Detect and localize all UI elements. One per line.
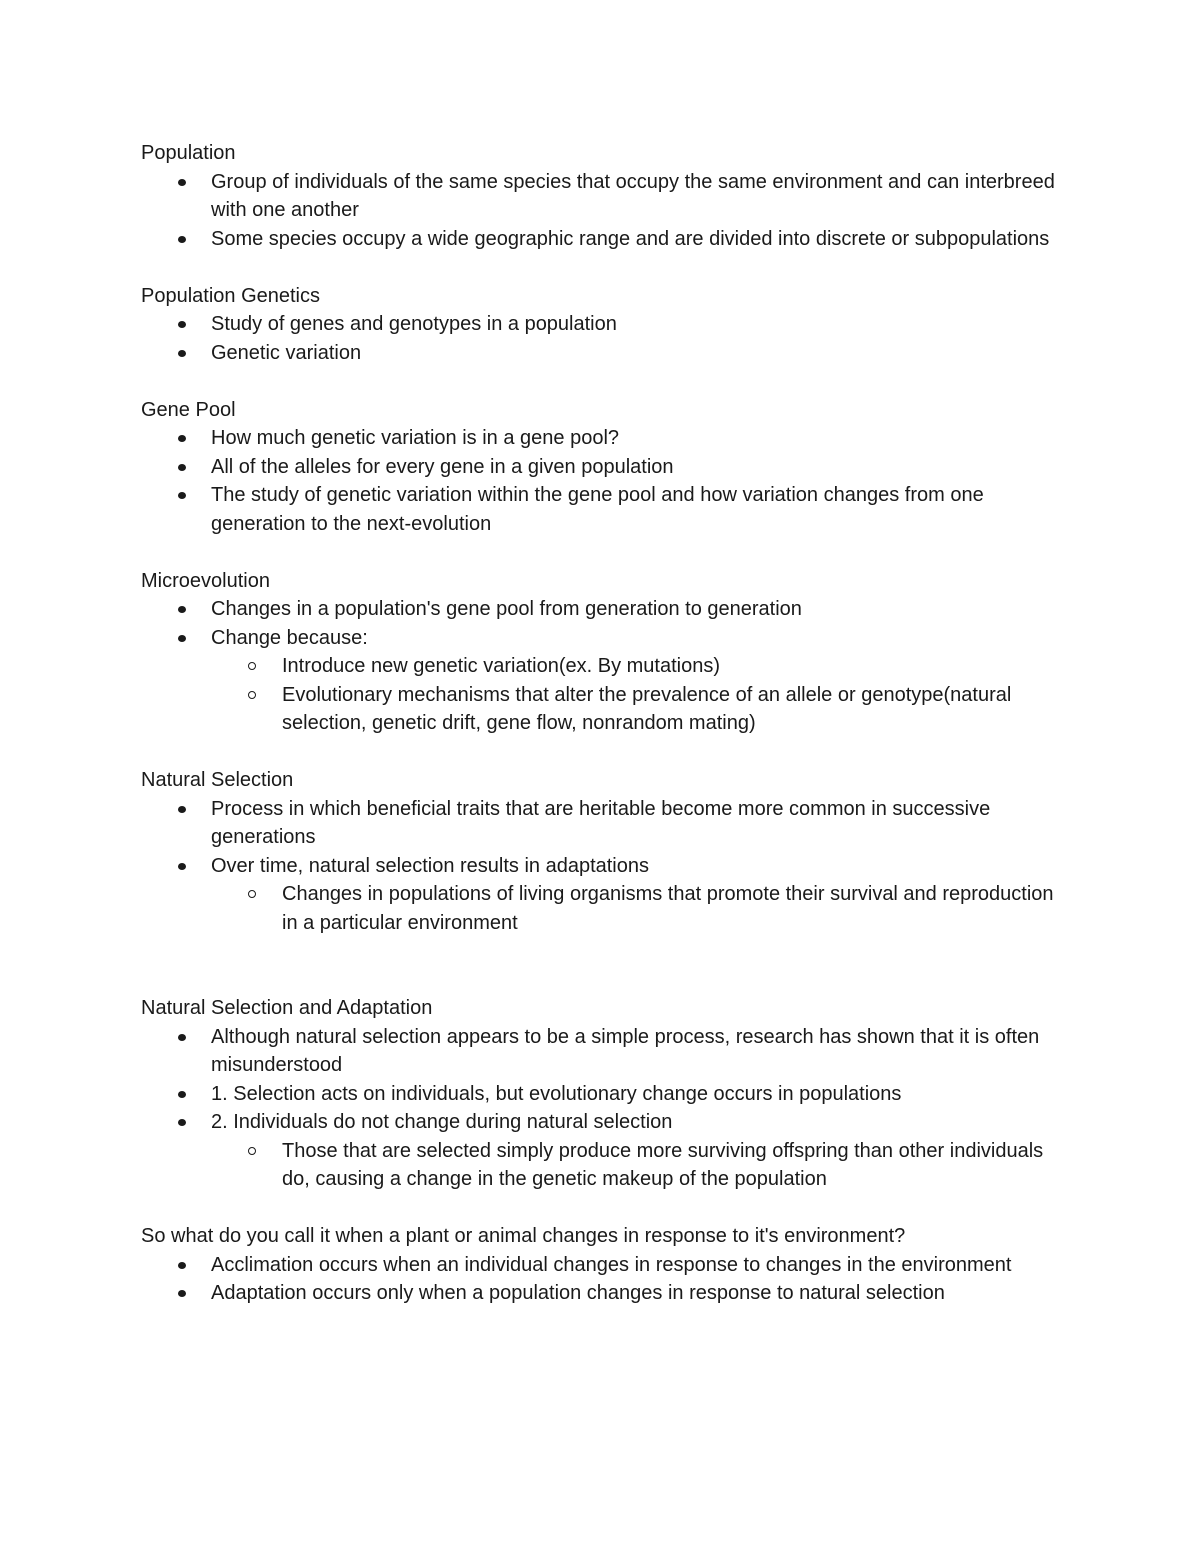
filled-bullet-icon (178, 806, 186, 813)
sub-list-item-text: Introduce new genetic variation(ex. By mutations) (282, 655, 720, 677)
section-heading: Natural Selection (141, 769, 294, 791)
list-item-text: Acclimation occurs when an individual changes in response to changes in the environment (211, 1253, 1012, 1276)
list-item (141, 795, 1061, 852)
list-item-text: 1. Selection acts on individuals, but evolutionary change occurs in populations (211, 1082, 902, 1105)
list-item (141, 1251, 1061, 1280)
section (141, 567, 1061, 738)
section (141, 766, 1061, 937)
filled-bullet-icon (178, 350, 186, 357)
list-item (141, 595, 1061, 624)
list-item (141, 1108, 1061, 1194)
sub-list-item (211, 880, 1061, 937)
sub-list-item-text: Those that are selected simply produce more surviving offspring than other individuals do, causing a change in the genetic makeup of the population (282, 1139, 1044, 1190)
filled-bullet-icon (178, 1034, 186, 1041)
filled-bullet-icon (178, 179, 186, 186)
list-item-text: All of the alleles for every gene in a given population (211, 455, 674, 478)
bullet-list (141, 1251, 1061, 1308)
hollow-bullet-icon (248, 890, 256, 898)
filled-bullet-icon (178, 863, 186, 870)
hollow-bullet-icon (248, 662, 256, 670)
section-heading: Natural Selection and Adaptation (141, 997, 433, 1019)
list-item-text: Process in which beneficial traits that are heritable become more common in successive generations (211, 797, 991, 848)
section (141, 282, 1061, 368)
list-item (141, 310, 1061, 339)
list-item (141, 481, 1061, 538)
filled-bullet-icon (178, 464, 186, 471)
filled-bullet-icon (178, 321, 186, 328)
section (141, 1222, 1061, 1308)
filled-bullet-icon (178, 435, 186, 442)
list-item-text: Some species occupy a wide geographic range and are divided into discrete or subpopulations (211, 227, 1050, 250)
hollow-bullet-icon (248, 691, 256, 699)
list-item (141, 168, 1061, 225)
filled-bullet-icon (178, 606, 186, 613)
list-item (141, 453, 1061, 482)
section (141, 994, 1061, 1194)
section-heading: Population (141, 142, 236, 164)
bullet-list (141, 1023, 1061, 1194)
list-item (141, 1023, 1061, 1080)
filled-bullet-icon (178, 492, 186, 499)
sub-bullet-list (211, 1137, 1061, 1194)
section (141, 139, 1061, 253)
bullet-list (141, 310, 1061, 367)
list-item-text: Adaptation occurs only when a population changes in response to natural selection (211, 1282, 945, 1304)
document-body (141, 139, 1061, 1336)
section-heading: Population Genetics (141, 284, 321, 307)
sub-list-item (211, 652, 1061, 681)
list-item (141, 1080, 1061, 1109)
filled-bullet-icon (178, 1262, 186, 1269)
filled-bullet-icon (178, 1119, 186, 1126)
list-item (141, 624, 1061, 738)
hollow-bullet-icon (248, 1147, 256, 1155)
sub-list-item-text: Changes in populations of living organisms that promote their survival and reproduction in a particular environment (282, 883, 1054, 934)
list-item (141, 339, 1061, 368)
section-heading: Microevolution (141, 569, 270, 592)
list-item-text: How much genetic variation is in a gene pool? (211, 427, 620, 449)
list-item-text: Study of genes and genotypes in a population (211, 313, 617, 335)
sub-list-item (211, 681, 1061, 738)
list-item-text: Although natural selection appears to be a simple process, research has shown that it is often misunderstood (211, 1025, 1040, 1076)
list-item (141, 424, 1061, 453)
section-heading: Gene Pool (141, 398, 236, 421)
list-item-text: Group of individuals of the same species that occupy the same environment and can interbreed with one another (211, 170, 1055, 221)
sub-bullet-list (211, 652, 1061, 738)
list-item-text: Changes in a population's gene pool from generation to generation (211, 598, 802, 620)
bullet-list (141, 168, 1061, 254)
list-item-text: 2. Individuals do not change during natural selection (211, 1111, 673, 1133)
bullet-list (141, 595, 1061, 738)
sub-list-item (211, 1137, 1061, 1194)
bullet-list (141, 424, 1061, 538)
section (141, 396, 1061, 539)
filled-bullet-icon (178, 635, 186, 642)
filled-bullet-icon (178, 1091, 186, 1098)
sub-list-item-text: Evolutionary mechanisms that alter the prevalence of an allele or genotype(natural selection, genetic drift, gene flow, nonrandom mating) (282, 683, 1012, 734)
list-item-text: The study of genetic variation within the gene pool and how variation changes from one generation to the next-evolution (211, 484, 984, 535)
filled-bullet-icon (178, 236, 186, 243)
list-item (141, 852, 1061, 938)
bullet-list (141, 795, 1061, 938)
list-item (141, 1279, 1061, 1308)
sub-bullet-list (211, 880, 1061, 937)
list-item-text: Change because: (211, 626, 368, 649)
section-heading: So what do you call it when a plant or animal changes in response to it's environment? (141, 1225, 906, 1247)
list-item (141, 225, 1061, 254)
list-item-text: Over time, natural selection results in adaptations (211, 854, 649, 877)
list-item-text: Genetic variation (211, 341, 362, 364)
filled-bullet-icon (178, 1290, 186, 1297)
